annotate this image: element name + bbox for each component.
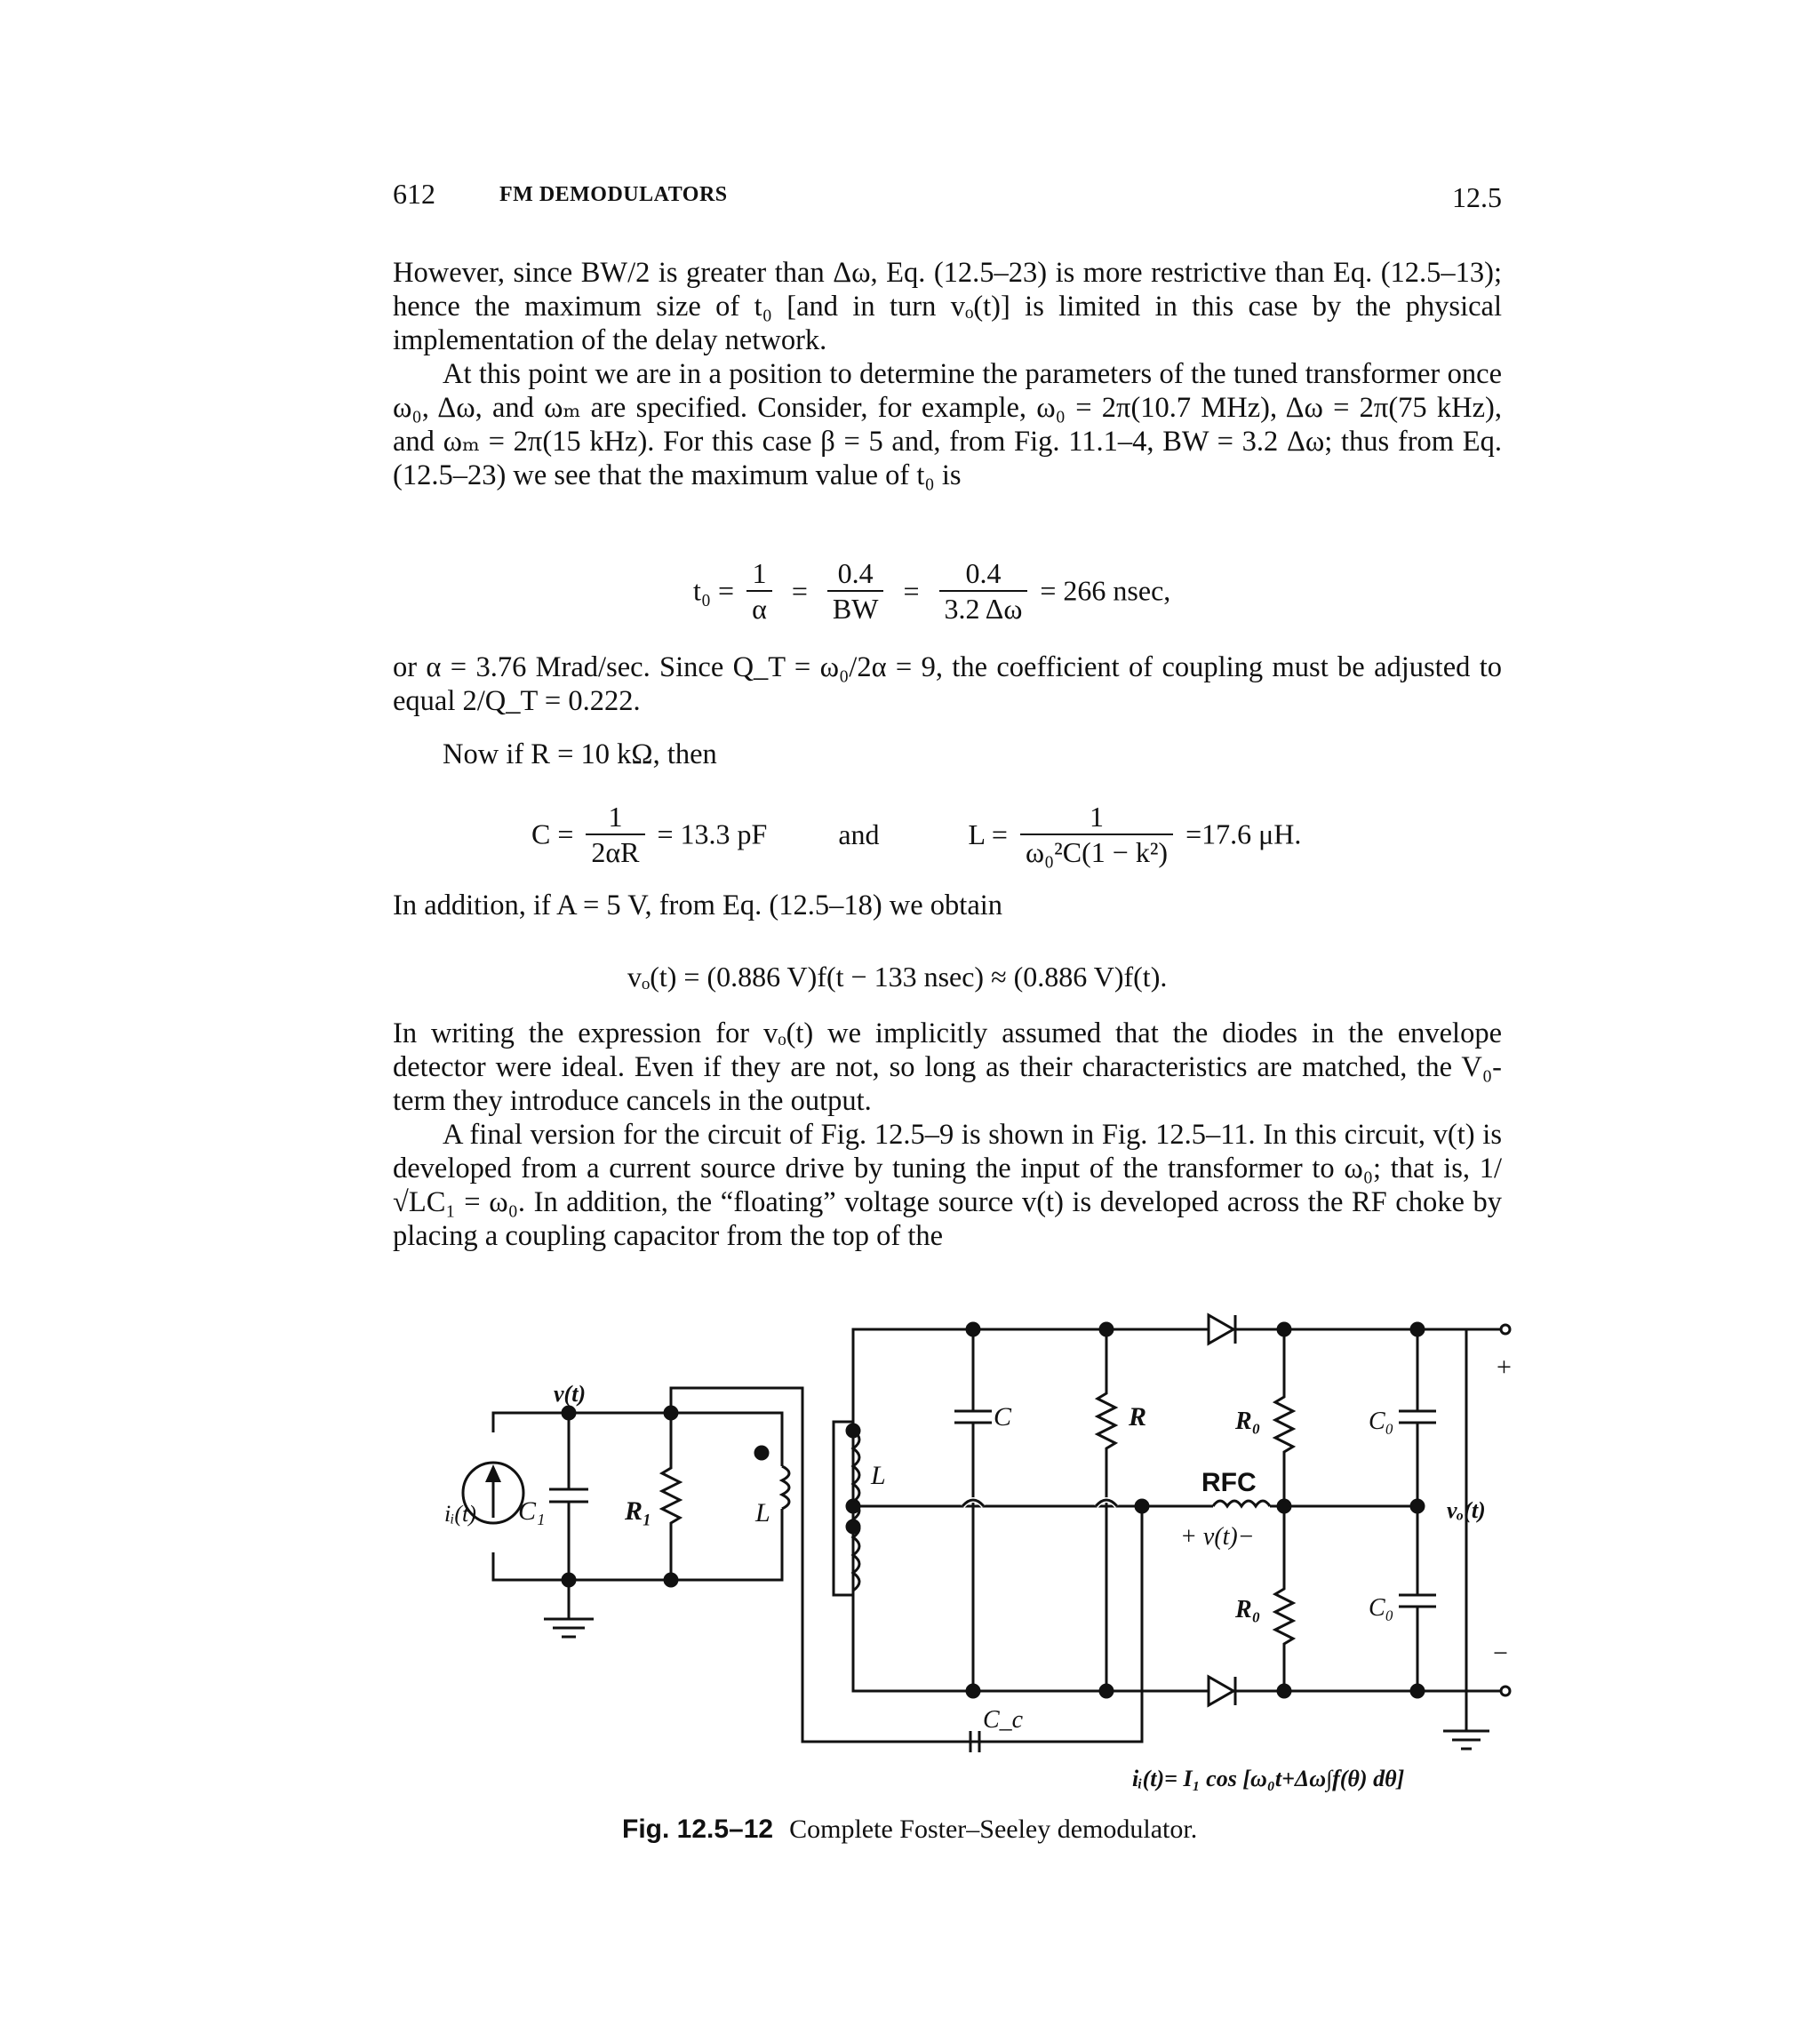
figure-caption	[622, 1815, 1197, 1845]
diode-bottom-icon	[1209, 1677, 1284, 1705]
eq2-l-lhs: L =	[968, 818, 1008, 850]
coupling-feed-wire	[671, 1388, 985, 1742]
vout-label: vₒ(t)	[1447, 1497, 1486, 1523]
r-resistor-icon	[1098, 1329, 1115, 1691]
diode-top-icon	[1106, 1315, 1284, 1344]
eq1-frac-2-num: 0.4	[827, 556, 884, 592]
tank-top-wire	[493, 1413, 782, 1432]
output-minus-terminal	[1501, 1687, 1510, 1695]
eq2-l-den: ω₀²C(1 − k²)	[1025, 836, 1169, 868]
caption-text: Complete Foster–Seeley demodulator.	[789, 1815, 1198, 1844]
input-signal-equation: iᵢ(t)= I₁ cos [ω₀t+Δω∫f(θ) dθ]	[1132, 1766, 1405, 1791]
transformer-secondary	[834, 1422, 886, 1595]
rfc-coil-icon	[1213, 1501, 1270, 1506]
source-label: iᵢ(t)	[444, 1501, 476, 1527]
l-secondary-label: L	[871, 1461, 886, 1490]
cc-label: C_c	[983, 1706, 1024, 1734]
node-dot	[1411, 1685, 1424, 1697]
chapter-title: FM DEMODULATORS	[499, 183, 728, 206]
r0-bottom-resistor-icon	[1275, 1506, 1293, 1691]
node-dot	[1100, 1323, 1113, 1336]
r0-bottom-label: R₀	[1235, 1596, 1261, 1623]
l-primary-dot	[755, 1447, 768, 1459]
c-label: C	[994, 1402, 1012, 1432]
minus-label: −	[1493, 1639, 1508, 1668]
node-dot	[665, 1574, 677, 1586]
eq1-frac-1-num: 1	[746, 556, 772, 592]
node-dot	[1100, 1685, 1113, 1697]
eq2-c-den: 2αR	[591, 836, 640, 868]
eq2-l-result: =17.6 μH.	[1185, 818, 1302, 850]
eq1-op-2: =	[903, 574, 920, 607]
r-label: R	[1129, 1402, 1147, 1432]
eq1-frac-3-num: 0.4	[939, 556, 1028, 592]
r0-top-label: R₀	[1235, 1408, 1261, 1435]
node-dot	[1136, 1500, 1148, 1512]
node-dot	[1411, 1500, 1424, 1512]
section-number: 12.5	[1452, 181, 1502, 213]
eq2-c-num: 1	[586, 800, 644, 835]
eq1-frac-3-den: 3.2 Δω	[944, 593, 1023, 625]
node-dot	[1278, 1500, 1290, 1512]
r0-top-resistor-icon	[1275, 1329, 1293, 1506]
eq1-frac-1-den: α	[752, 593, 767, 625]
bottom-rail	[853, 1595, 1209, 1691]
tank-bottom-wire	[493, 1552, 782, 1580]
output-plus-terminal	[1501, 1325, 1510, 1334]
top-rail	[853, 1329, 1209, 1431]
paragraph-5: In addition, if A = 5 V, from Eq. (12.5–18) we obtain	[393, 889, 1003, 921]
c1-label: C₁	[518, 1496, 546, 1526]
eq2-c-result: = 13.3 pF	[657, 818, 768, 850]
l-primary-coil-icon	[782, 1466, 789, 1509]
l-primary-label: L	[755, 1498, 770, 1528]
paragraph-2: At this point we are in a position to determine the parameters of the tuned transformer once ω₀, Δω, and ωₘ are specified. Consider, for example, ω₀ = 2π(10.7 MHz), Δω = 2π(75 kHz), and ωₘ = 2π(15 kHz). For this case β = 5 and, from Fig. 11.1–4, BW = 3.2 Δω; thus from Eq. (12.5–23) we see that the maximum value of t₀ is	[393, 358, 1502, 491]
node-dot	[1278, 1685, 1290, 1697]
node-dot	[563, 1407, 575, 1419]
current-source-arrow-head	[485, 1464, 501, 1482]
paragraph-4: Now if R = 10 kΩ, then	[443, 738, 717, 770]
page-number: 612	[393, 178, 435, 210]
v-top-label: v(t)	[554, 1381, 587, 1407]
r1-resistor-icon	[662, 1413, 680, 1580]
paragraph-1: However, since BW/2 is greater than Δω, Eq. (12.5–23) is more restrictive than Eq. (12.5–13); hence the maximum size of t₀ [and in turn vₒ(t)] is limited in this case by the physical implementation of the delay network.	[393, 257, 1502, 356]
eq2-l-num: 1	[1020, 800, 1173, 835]
secondary-dot-lower	[847, 1520, 859, 1533]
paragraph-3: or α = 3.76 Mrad/sec. Since Q_T = ω₀/2α = 9, the coefficient of coupling must be adjusted to equal 2/Q_T = 0.222.	[393, 651, 1502, 717]
eq2-c-lhs: C =	[531, 818, 574, 850]
node-dot	[1411, 1323, 1424, 1336]
eq2-and: and	[838, 818, 880, 850]
eq1-lhs: t₀ =	[693, 574, 735, 607]
rfc-voltage-label: + v(t)−	[1180, 1523, 1255, 1551]
paragraph-7: A final version for the circuit of Fig. 12.5–9 is shown in Fig. 12.5–11. In this circuit, v(t) is developed from a current source drive by tuning the input of the transformer to ω₀; that is, 1/√LC₁ = ω₀. In addition, the “floating” voltage source v(t) is developed across the RF choke by placing a coupling capacitor from the top of the	[393, 1119, 1502, 1252]
r1-label: R₁	[625, 1496, 652, 1526]
eq1-frac-2-den: BW	[832, 593, 879, 625]
eq3-text: vₒ(t) = (0.886 V)f(t − 133 nsec) ≈ (0.886 V)f(t).	[627, 961, 1168, 993]
c0-bottom-label: C₀	[1369, 1594, 1394, 1622]
input-tank-circuit	[444, 1381, 789, 1637]
node-dot	[967, 1323, 979, 1336]
rfc-label: RFC	[1201, 1468, 1257, 1497]
node-dot	[967, 1685, 979, 1697]
c0-top-label: C₀	[1369, 1408, 1394, 1435]
caption-label: Fig. 12.5–12	[622, 1815, 774, 1844]
eq1-op-1: =	[791, 574, 808, 607]
eq1-result: = 266 nsec,	[1040, 574, 1171, 607]
node-dot	[1278, 1323, 1290, 1336]
plus-label: +	[1497, 1352, 1512, 1382]
paragraph-6: In writing the expression for vₒ(t) we implicitly assumed that the diodes in the envelope detector were ideal. Even if they are not, so long as their characteristics are matched, the V₀-term they introduce cancels in the output.	[393, 1017, 1502, 1117]
